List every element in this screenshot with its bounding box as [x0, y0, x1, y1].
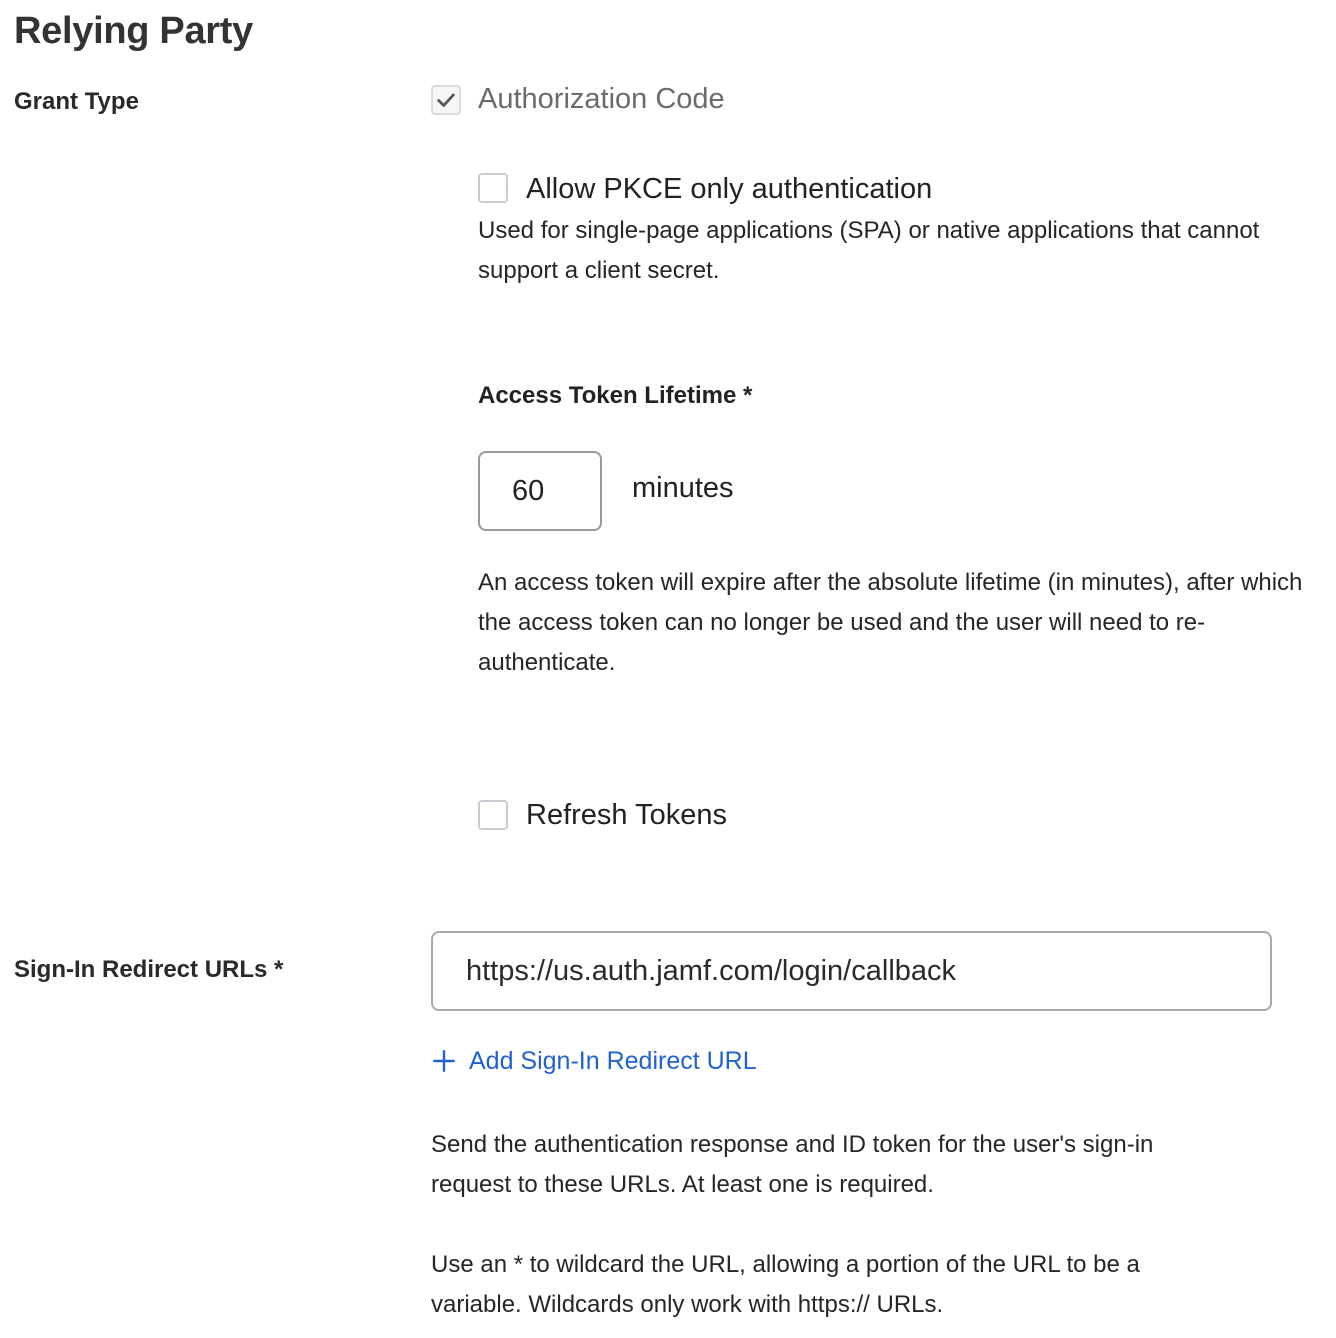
redirect-url-input[interactable]: [431, 931, 1272, 1011]
refresh-tokens-label: Refresh Tokens: [526, 799, 727, 831]
access-token-help-text: An access token will expire after the absolute lifetime (in minutes), after which the access token can no longer be used and the user will need to re-authenticate.: [478, 569, 1303, 676]
redirect-urls-label: Sign-In Redirect URLs *: [14, 956, 284, 983]
allow-pkce-checkbox[interactable]: [478, 173, 508, 203]
refresh-tokens-checkbox[interactable]: [478, 800, 508, 830]
grant-type-label: Grant Type: [14, 88, 139, 115]
add-redirect-url-link[interactable]: [431, 1042, 757, 1080]
checkmark-icon: [435, 89, 457, 111]
access-token-lifetime-label: Access Token Lifetime *: [478, 382, 753, 409]
authorization-code-checkbox[interactable]: [431, 85, 461, 115]
lifetime-unit-label: minutes: [632, 472, 734, 504]
add-redirect-url-label: Add Sign-In Redirect URL: [469, 1046, 757, 1075]
plus-icon: [431, 1048, 457, 1074]
authorization-code-label: Authorization Code: [478, 83, 725, 115]
redirect-help-text: Send the authentication response and ID token for the user's sign-in request to these URLs. At least one is required.: [431, 1131, 1154, 1198]
access-token-lifetime-input[interactable]: [478, 451, 602, 531]
pkce-help-text: Used for single-page applications (SPA) or native applications that cannot support a client secret.: [478, 217, 1260, 284]
wildcard-help-text: Use an * to wildcard the URL, allowing a portion of the URL to be a variable. Wildcards only work with https:// URLs.: [431, 1251, 1140, 1318]
allow-pkce-label: Allow PKCE only authentication: [526, 173, 933, 205]
section-title: Relying Party: [14, 10, 253, 52]
